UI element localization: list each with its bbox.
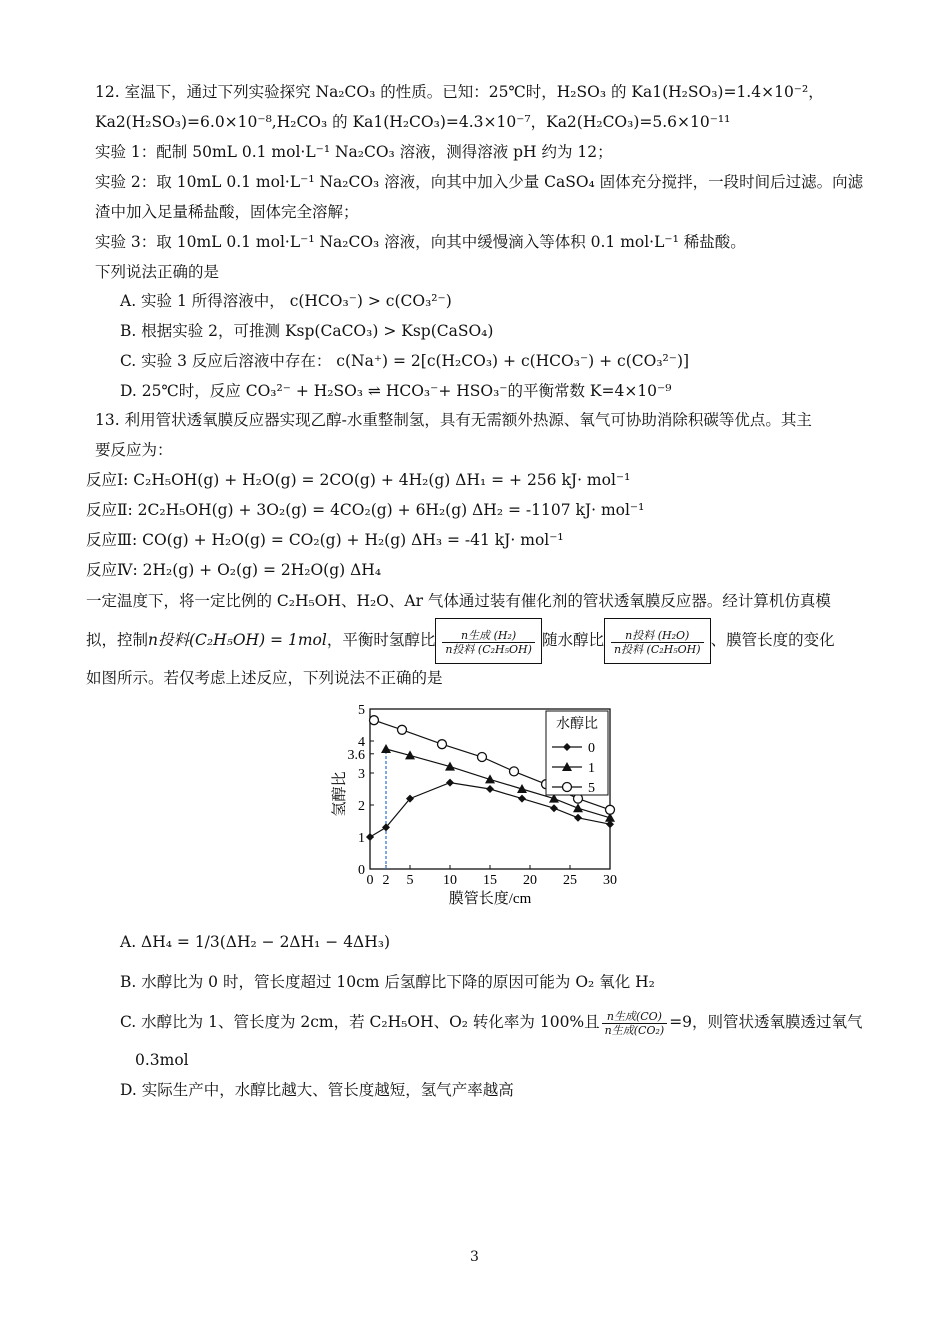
fraction-1-numerator: n生成 (H₂) (442, 629, 535, 643)
q13-para2-d: 随水醇比 (541, 631, 604, 649)
data-point-series-1 (381, 744, 391, 753)
x-tick-label: 5 (406, 873, 414, 888)
q13-para2-e: 、膜管长度的变化 (710, 631, 835, 649)
co-fraction-denominator: n生成(CO₂) (604, 1023, 665, 1037)
q13-option-d: D. 实际生产中，水醇比越大、管长度越短，氢气产率越高 (120, 1081, 514, 1099)
y-axis-label: 氢醇比 (332, 771, 348, 817)
y-tick-label: 2 (358, 799, 365, 814)
legend-label-5: 5 (588, 781, 595, 796)
y-tick-label: 3 (358, 767, 365, 782)
water-alcohol-ratio-fraction (604, 618, 711, 664)
y-tick-label: 0 (358, 863, 365, 878)
y-tick-label: 5 (358, 703, 365, 718)
data-point-series-0 (446, 779, 454, 787)
y-tick-label: 1 (358, 831, 365, 846)
q13-para3: 如图所示。若仅考虑上述反应，下列说法不正确的是 (86, 669, 443, 687)
fraction-2-numerator: n投料 (H₂O) (611, 629, 704, 643)
x-tick-label: 2 (382, 873, 390, 888)
q12-exp2b: 渣中加入足量稀盐酸，固体完全溶解； (95, 203, 359, 221)
q12-ask: 下列说法正确的是 (95, 263, 220, 281)
x-tick-label: 20 (523, 873, 537, 888)
data-point-series-0 (486, 785, 494, 793)
legend-label-0: 0 (588, 741, 595, 756)
q12-exp1: 实验 1：配制 50mL 0.1 mol·L⁻¹ Na₂CO₃ 溶液，测得溶液 pH 约为 12； (95, 143, 613, 161)
data-point-series-1 (573, 803, 583, 812)
q13-option-a: A. ΔH₄ = 1/3(ΔH₂ − 2ΔH₁ − 4ΔH₃) (120, 933, 391, 951)
hydrogen-alcohol-ratio-fraction (435, 618, 542, 664)
q12-exp2a: 实验 2：取 10mL 0.1 mol·L⁻¹ Na₂CO₃ 溶液，向其中加入少量 CaSO₄ 固体充分搅拌，一段时间后过滤。向滤 (95, 173, 864, 191)
data-point-series-0 (550, 804, 558, 812)
data-point-series-0 (366, 833, 374, 841)
co-fraction-numerator: n生成(CO) (602, 1010, 668, 1024)
q12-option-d: D. 25℃时，反应 CO₃²⁻ + H₂SO₃ ⇌ HCO₃⁻+ HSO₃⁻的平衡常数 K=4×10⁻⁹ (120, 382, 672, 400)
q13-reaction-4: 反应Ⅳ: 2H₂(g) + O₂(g) = 2H₂O(g) ΔH₄ (86, 561, 382, 579)
x-tick-label: 15 (483, 873, 497, 888)
q13-para2-a: 拟，控制 (86, 631, 149, 649)
hydrogen-ratio-chart (320, 697, 620, 907)
data-point-series-5 (438, 740, 447, 749)
x-tick-label: 30 (603, 873, 617, 888)
x-tick-label: 10 (443, 873, 457, 888)
q13-option-c (120, 1002, 863, 1042)
x-tick-label: 0 (366, 873, 374, 888)
data-point-series-5 (606, 805, 615, 814)
y-tick-label: 4 (358, 735, 365, 750)
q13-para2 (86, 618, 835, 664)
q13-para2-c: ，平衡时氢醇比 (326, 631, 436, 649)
q13-reaction-3: 反应Ⅲ: CO(g) + H₂O(g) = CO₂(g) + H₂(g) ΔH₃ = -41 kJ· mol⁻¹ (86, 531, 564, 549)
q12-exp3: 实验 3：取 10mL 0.1 mol·L⁻¹ Na₂CO₃ 溶液，向其中缓慢滴入等体积 0.1 mol·L⁻¹ 稀盐酸。 (95, 233, 746, 251)
fraction-2-denominator: n投料 (C₂H₅OH) (613, 642, 701, 656)
q12-intro2: Ka2(H₂SO₃)=6.0×10⁻⁸,H₂CO₃ 的 Ka1(H₂CO₃)=4.3×10⁻⁷，Ka2(H₂CO₃)=5.6×10⁻¹¹ (95, 113, 731, 131)
page-number: 3 (470, 1249, 479, 1265)
x-axis-label: 膜管长度/cm (448, 891, 532, 907)
q12-option-c: C. 实验 3 反应后溶液中存在： c(Na⁺) = 2[c(H₂CO₃) + c(HCO₃⁻) + c(CO₃²⁻)] (120, 352, 690, 370)
q13-option-c-b: =9，则管状透氧膜透过氧气 (669, 1013, 863, 1031)
q13-option-b: B. 水醇比为 0 时，管长度超过 10cm 后氢醇比下降的原因可能为 O₂ 氧化 H₂ (120, 973, 655, 991)
data-point-series-5 (370, 716, 379, 725)
legend-marker-5 (563, 783, 572, 792)
q13-para1: 一定温度下，将一定比例的 C₂H₅OH、H₂O、Ar 气体通过装有催化剂的管状透氧膜反应器。经计算机仿真模 (86, 592, 831, 610)
q12-option-a: A. 实验 1 所得溶液中， c(HCO₃⁻) > c(CO₃²⁻) (120, 292, 452, 310)
data-point-series-0 (574, 814, 582, 822)
q13-intro: 13. 利用管状透氧膜反应器实现乙醇-水重整制氢，具有无需额外热源、氧气可协助消除积碳等优点。其主 (95, 411, 812, 429)
data-point-series-0 (518, 795, 526, 803)
fraction-1-denominator: n投料 (C₂H₅OH) (445, 642, 532, 656)
data-point-series-5 (510, 767, 519, 776)
y-tick-label: 3.6 (347, 747, 365, 763)
q13-intro2: 要反应为： (95, 441, 173, 459)
q13-option-c-cont: 0.3mol (135, 1051, 189, 1069)
legend-label-1: 1 (588, 761, 595, 776)
q12-option-b: B. 根据实验 2，可推测 Ksp(CaCO₃) > Ksp(CaSO₄) (120, 322, 494, 340)
x-tick-label: 25 (563, 873, 577, 888)
data-point-series-5 (398, 725, 407, 734)
q13-option-c-a: C. 水醇比为 1、管长度为 2cm，若 C₂H₅OH、O₂ 转化率为 100%且 (120, 1013, 600, 1031)
data-point-series-5 (478, 753, 487, 762)
q13-reaction-1: 反应Ⅰ: C₂H₅OH(g) + H₂O(g) = 2CO(g) + 4H₂(g) ΔH₁ = + 256 kJ· mol⁻¹ (86, 471, 631, 489)
q12-intro: 12. 室温下，通过下列实验探究 Na₂CO₃ 的性质。已知：25℃时，H₂SO₃ 的 Ka1(H₂SO₃)=1.4×10⁻²， (95, 83, 824, 101)
q13-control-expr: n投料(C₂H₅OH) = 1mol (148, 631, 327, 649)
legend-title: 水醇比 (556, 717, 598, 732)
q13-reaction-2: 反应Ⅱ: 2C₂H₅OH(g) + 3O₂(g) = 4CO₂(g) + 6H₂(g) ΔH₂ = -1107 kJ· mol⁻¹ (86, 501, 645, 519)
